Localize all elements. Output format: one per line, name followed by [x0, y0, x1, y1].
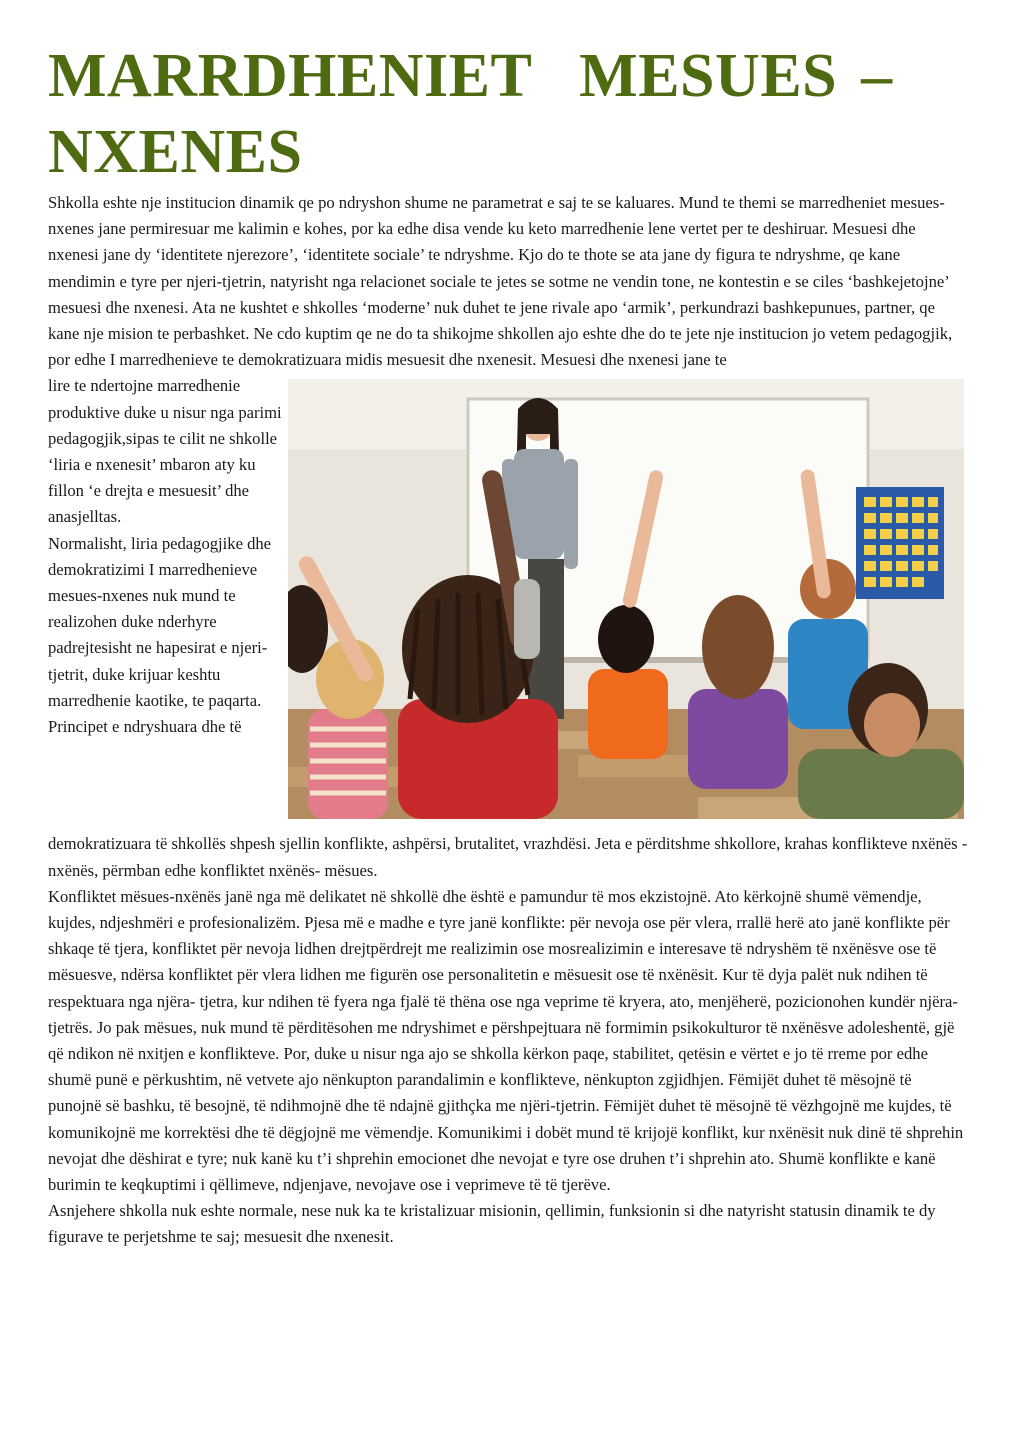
classroom-photo: [288, 379, 964, 819]
column-paragraph-2: Normalisht, liria pedagogjike dhe demokratizimi I marredhenieve mesues-nxenes nuk mund te realizohen duke nderhyre padrejtesisht ne hapesirat e njeri- tjetrit, duke krijuar keshtu marredhenie kaotike, te paqarta. Principet e ndryshuara dhe të: [48, 533, 272, 737]
paragraph-closing: Asnjehere shkolla nuk eshte normale, nese nuk ka te kristalizuar misionin, qellimin, funksionin si dhe natyrisht statusin dinamik te dy figurave te perjetshme te saj; mesuesit dhe nxenesit.: [48, 1201, 936, 1247]
paragraph-conflicts: Konfliktet mësues-nxënës janë nga më delikatet në shkollë dhe është e pamundur të mos ekzistojnë. Ato kërkojnë shumë vëmendje, kujdes, ndjeshmëri e profesionalizëm. Pjesa më e madhe e tyre janë konflikte: për nevoja ose për vlera, rrallë herë ato janë konflikte për shkaqe të tjera, konfliktet për nevoja lidhen drejtpërdrejt me realizimin ose mosrealizimin e interesave të ndryshëm të nxënësve ose të mësuesve, ndërsa konfliktet për vlera lidhen me figurën ose personalitetin e mësuesit ose të nxënësit. Kur të dyja palët nuk ndihen të respektuara nga njëra- tjetra, kur ndihen të fyera nga fjalë të thëna ose nga veprime të kryera, ato, menjëherë, pozicionohen kundër njëra-tjetrës. Jo pak mësues, nuk mund të përditësohen me ndryshimet e përshpejtuara në formimin psikokulturor të nxënësve adoleshentë, gjë që ndikon në nxitjen e konflikteve. Por, duke u nisur nga ajo se shkolla kërkon paqe, stabilitet, qetësin e vërtet e jo të rreme por edhe shumë punë e përkushtim, në vetvete ajo nënkupton parandalimin e konflikteve, nënkupton zgjidhjen. Fëmijët duhet të mësojnë të punojnë së bashku, të besojnë, të ndihmojnë dhe të ndajnë gjithçka me njëri-tjetrin. Fëmijët duhet të mësojnë të vëzhgojnë me kujdes, të komunikojnë me korrektësi dhe të dëgjojnë me vëmendje. Komunikimi i dobët mund të krijojë konflikt, kur nxënësit nuk dinë të shprehin nevojat dhe dëshirat e tyre; nuk kanë ku t’i shprehin emocionet dhe nevojat e tyre ose druhen t’i shprehin ato. Shumë konflikte e kanë burimin te keqkuptimi i qëllimeve, ndjenjave, nevojave ose i veprimeve të të tjerëve.: [48, 886, 964, 1195]
text-image-wrap: [48, 373, 968, 839]
title-line-1: MARRDHENIET MESUES –: [48, 42, 893, 110]
paragraph-continuation: demokratizuara të shkollës shpesh sjellin konflikte, ashpërsi, brutalitet, vrazhdësi. Jeta e përditshme shkollore, krahas konflikteve nxënës - nxënës, përmban edhe konfliktet nxënës- mësues.: [48, 834, 968, 880]
text-column: [48, 373, 288, 740]
document-title: [48, 38, 968, 190]
title-line-2: NXENES: [48, 118, 303, 186]
column-paragraph-1: lire te ndertojne marredhenie produktive duke u nisur nga parimi pedagogjik,sipas te cilit ne shkolle ‘liria e nxenesit’ mbaron aty ku fillon ‘e drejta e mesuesit’ dhe anasjelltas.: [48, 376, 282, 527]
document-page: [48, 38, 968, 1251]
paragraph-intro: Shkolla eshte nje institucion dinamik qe po ndryshon shume ne parametrat e saj te se kaluares. Mund te themi se marredheniet mesues-nxenes jane permiresuar me kalimin e kohes, por ka edhe disa vende ku keto marredhenie lene vertet per te deshiruar. Mesuesi dhe nxenesi jane dy ‘identitete njerezore’, ‘identitete sociale’ te ndryshme. Kjo do te thote se ata jane dy figura te ndryshme, qe kane mendimin e tyre per njeri-tjetrin, natyrisht nga relacionet sociale te jetes se sotme ne vendin tone, ne kontestin e se ciles ‘bashkejetojne’ mesuesi dhe nxenesi. Ata ne kushtet e shkolles ‘moderne’ nuk duhet te jene rivale apo ‘armik’, perkundrazi bashkepunues, partner, qe kane nje mision te perbashket. Ne cdo kuptim qe ne do ta shikojme shkollen ajo eshte dhe do te jete nje institucion jo vetem pedagogjik, por edhe I marredhenieve te demokratizuara midis mesuesit dhe nxenesit. Mesuesi dhe nxenesi jane te: [48, 193, 953, 370]
document-body: [48, 190, 968, 1251]
